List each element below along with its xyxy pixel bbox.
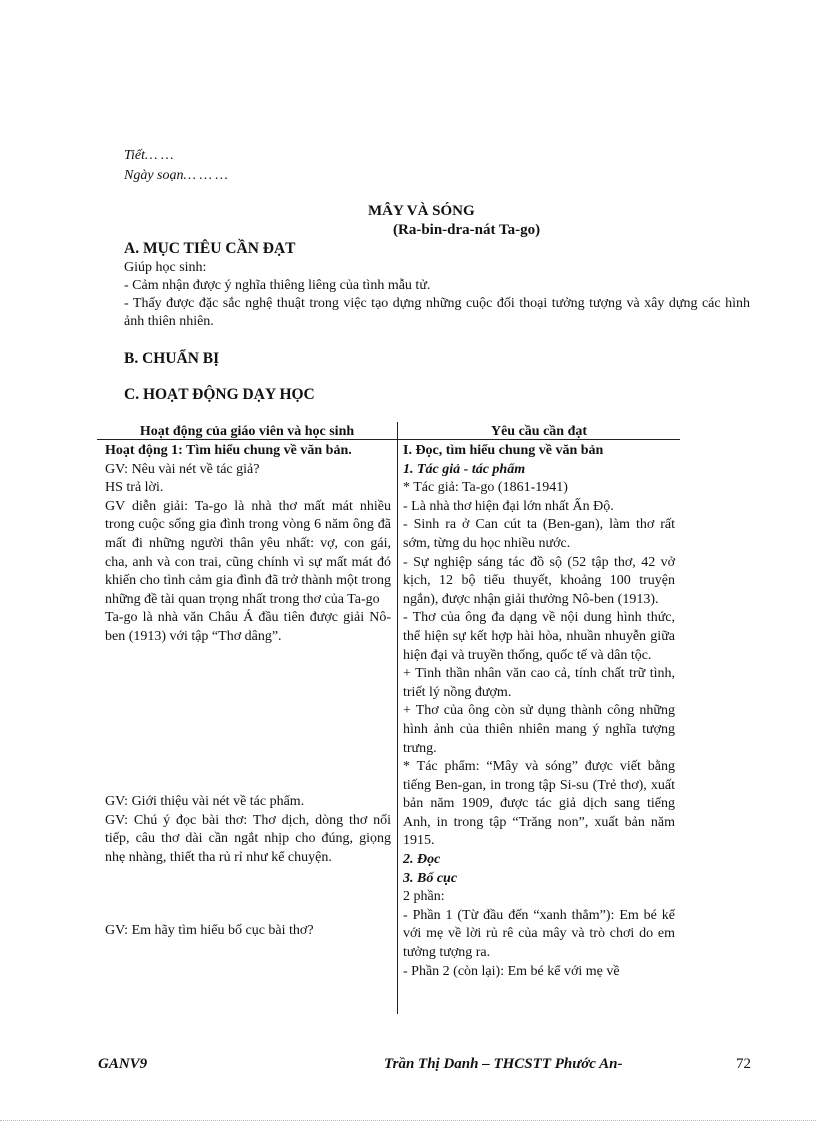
left-paragraph: Ta-go là nhà văn Châu Á đầu tiên được giải Nô-ben (1913) với tập “Thơ dâng”. (105, 610, 391, 644)
left-paragraph: GV: Nêu vài nét về tác giả? (105, 461, 260, 477)
right-paragraph: - Phần 2 (còn lại): Em bé kể với mẹ về (403, 963, 620, 979)
lesson-label: Tiết… … (124, 148, 174, 163)
goal-line: - Thấy được đặc sắc nghệ thuật trong việc tạo dựng những cuộc đối thoại tưởng tượng và xây dựng các hình ảnh thiên nhiên. (124, 296, 750, 329)
activity-title: Hoạt động 1: Tìm hiểu chung về văn bản. (105, 443, 352, 458)
right-subheading: 2. Đọc (403, 852, 441, 868)
section-b-heading: B. CHUẨN BỊ (124, 350, 220, 367)
left-column-middle (105, 793, 391, 867)
right-paragraph: * Tác phẩm: “Mây và sóng” được viết bằng tiếng Ben-gan, in trong tập Si-su (Trẻ thơ), xuất bản năm 1909, được tác giả dịch sang tiếng Anh, in trong tập “Trăng non”, xuất bản năm 1915. (403, 759, 675, 849)
header-right: Yêu cầu cần đạt (490, 424, 588, 439)
right-paragraph: * Tác giả: Ta-go (1861-1941) (403, 480, 568, 496)
footer-author: Trần Thị Danh – THCSTT Phước An- (384, 1056, 623, 1072)
left-paragraph: GV: Chú ý đọc bài thơ: Thơ dịch, dòng thơ nối tiếp, câu thơ dài cần ngắt nhịp cho đúng, giọng nhẹ nhàng, thiết tha rủ rỉ như kể chuyện. (105, 812, 391, 865)
footer-left: GANV9 (98, 1056, 148, 1072)
right-paragraph: - Phần 1 (Từ đầu đến “xanh thẳm”): Em bé kể với mẹ về lời rủ rê của mây và trò chơi do em tưởng tượng ra. (403, 907, 675, 961)
left-paragraph: GV diễn giải: Ta-go là nhà thơ mất mát nhiều trong cuộc sống gia đình trong vòng 6 năm ông đã mất đi những người thân yêu nhất: vợ, con gái, cha, anh và con trai, cũng chính vì sự mất mát đó khiến cho tình cảm gia đình đã trở thành một trong những đề tài quan trọng nhất trong thơ của Ta-go (105, 498, 391, 607)
right-subheading: 1. Tác giả - tác phẩm (403, 461, 526, 477)
right-paragraph: 2 phần: (403, 889, 445, 905)
lesson-table (97, 422, 680, 1014)
left-paragraph: HS trả lời. (105, 480, 164, 496)
section-a-content (124, 259, 750, 331)
right-paragraph: - Sinh ra ở Can cút ta (Ben-gan), làm thơ rất sớm, từng du học nhiều nước. (403, 517, 675, 551)
poem-title: MÂY VÀ SÓNG (368, 203, 475, 219)
section-c-heading: C. HOẠT ĐỘNG DẠY HỌC (124, 386, 315, 403)
goal-line: Giúp học sinh: (124, 260, 207, 275)
date-label: Ngày soạn… … … (124, 168, 228, 183)
header-left: Hoạt động của giáo viên và học sinh (139, 424, 355, 439)
left-paragraph: GV: Giới thiệu vài nét về tác phẩm. (105, 794, 305, 809)
right-paragraph: - Sự nghiệp sáng tác đồ sộ (52 tập thơ, 42 vở kịch, 12 bộ tiểu thuyết, khoảng 100 truyện ngắn), được nhận giải thưởng Nô-ben (1913). (403, 554, 675, 607)
poem-author: (Ra-bin-dra-nát Ta-go) (393, 222, 541, 238)
left-column-top (105, 442, 391, 647)
right-paragraph: - Là nhà thơ hiện đại lớn nhất Ấn Độ. (403, 498, 614, 514)
right-column-top (403, 442, 675, 981)
right-subheading: 3. Bố cục (403, 870, 458, 886)
right-paragraph: + Thơ của ông còn sử dụng thành công những hình ảnh của thiên nhiên mang ý nghĩa tượng trưng. (403, 703, 675, 756)
right-paragraph: - Thơ của ông đa dạng về nội dung hình thức, thể hiện sự kết hợp hài hòa, nhuần nhuyễn giữa hiện đại và truyền thống, quốc tế và dân tộc. (403, 610, 675, 663)
goal-line: - Cảm nhận được ý nghĩa thiêng liêng của tình mẫu tử. (124, 278, 431, 293)
page-bottom-border (0, 1120, 816, 1121)
left-paragraph: GV: Em hãy tìm hiểu bố cục bài thơ? (105, 923, 314, 938)
left-column-bottom (105, 922, 391, 941)
right-heading: I. Đọc, tìm hiểu chung về văn bản (403, 443, 604, 458)
page-number: 72 (736, 1056, 751, 1072)
section-a-heading: A. MỤC TIÊU CẦN ĐẠT (124, 240, 296, 257)
column-divider (397, 422, 398, 1014)
right-paragraph: + Tinh thần nhân văn cao cả, tính chất trữ tình, triết lý nồng đượm. (403, 666, 675, 700)
